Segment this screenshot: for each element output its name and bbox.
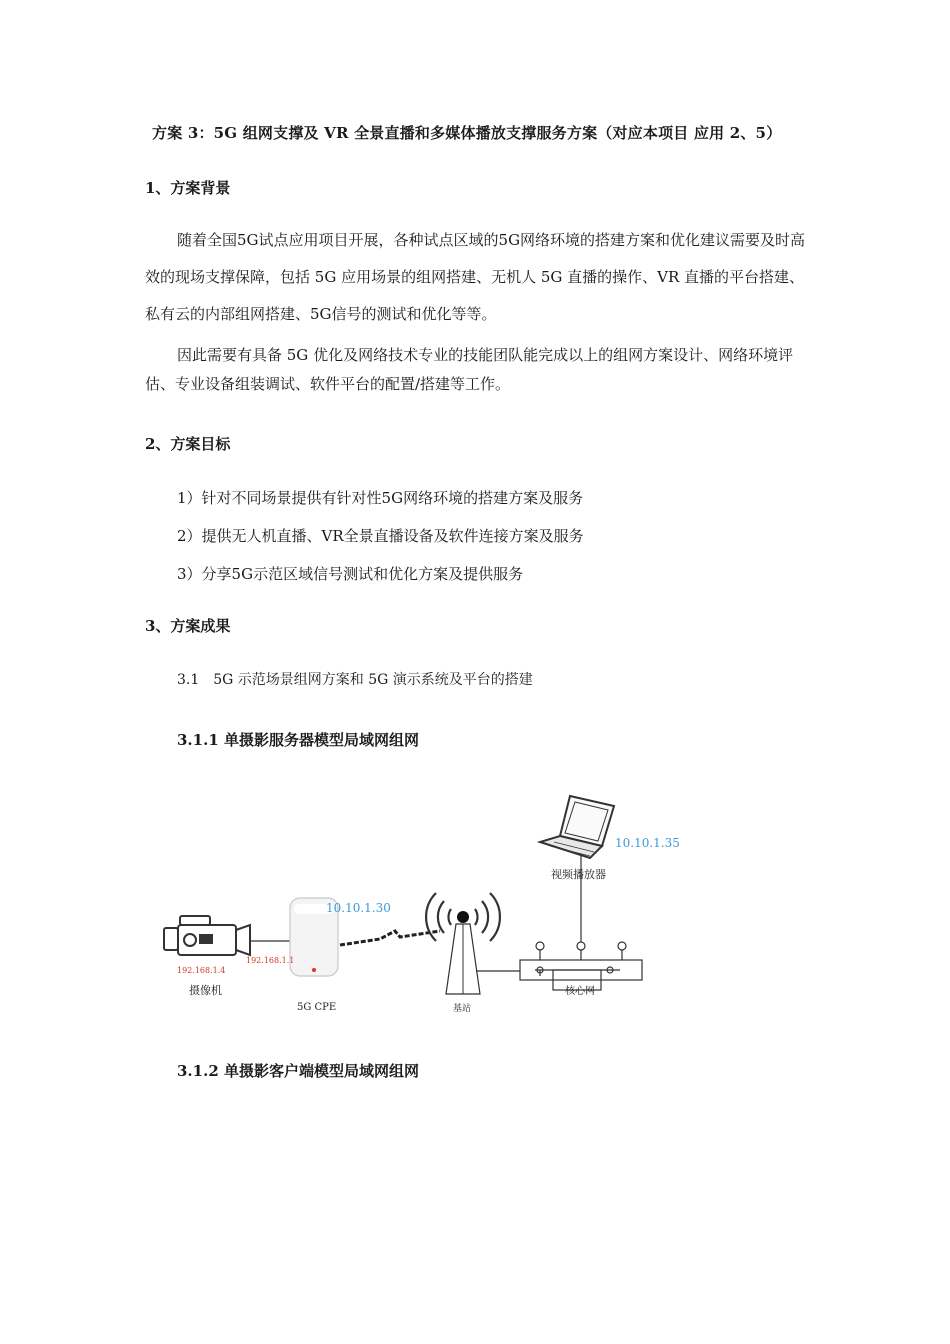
goal-item-1: 1）针对不同场景提供有针对性5G网络环境的搭建方案及服务 <box>177 489 584 507</box>
camera-ip: 192.168.1.4 <box>177 966 226 975</box>
core-network-label: 核心网 <box>565 986 595 997</box>
camera-icon <box>164 916 250 955</box>
cpe-network-ip: 10.10.1.30 <box>326 901 391 915</box>
subsection-3-1-title: 3.1 5G 示范场景组网方案和 5G 演示系统及平台的搭建 <box>177 672 533 688</box>
goal-item-2: 2）提供无人机直播、VR全景直播设备及软件连接方案及服务 <box>177 527 584 545</box>
section-1-paragraph-2: 因此需要有具备 5G 优化及网络技术专业的技能团队能完成以上的组网方案设计、网络环境评估、专业设备组装调试、软件平台的配置/搭建等工作。 <box>145 346 794 393</box>
section-3-heading: 3、方案成果 <box>145 617 231 635</box>
document-title: 方案 3：5G 组网支撑及 VR 全景直播和多媒体播放支撑服务方案（对应本项目 应用 2、5） <box>152 124 782 142</box>
base-station-icon <box>426 893 500 994</box>
camera-label: 摄像机 <box>189 984 222 997</box>
subsection-3-1-2-heading: 3.1.2 单摄影客户端模型局域网组网 <box>177 1062 419 1080</box>
section-2-heading: 2、方案目标 <box>145 435 231 453</box>
player-ip: 10.10.1.35 <box>615 836 680 850</box>
wireless-link <box>340 931 440 945</box>
section-1-heading: 1、方案背景 <box>145 179 231 197</box>
core-network-icon <box>520 942 642 990</box>
cpe-label: 5G CPE <box>297 1002 337 1013</box>
section-1-paragraph-1: 随着全国5G试点应用项目开展，各种试点区域的5G网络环境的搭建方案和优化建议需要及时高效的现场支撑保障，包括 5G 应用场景的组网搭建、无机人 5G 直播的操作、VR 直播的平台搭建、私有云的内部组网搭建、5G信号的测试和优化等等。 <box>145 231 806 323</box>
network-topology-diagram <box>150 780 680 1030</box>
laptop-icon <box>540 796 614 858</box>
player-label: 视频播放器 <box>551 868 606 881</box>
goal-item-3: 3）分享5G示范区域信号测试和优化方案及提供服务 <box>177 565 524 583</box>
base-station-label: 基站 <box>453 1004 472 1014</box>
cpe-local-ip: 192.168.1.1 <box>246 956 295 965</box>
subsection-3-1-1-heading: 3.1.1 单摄影服务器模型局域网组网 <box>177 731 419 749</box>
